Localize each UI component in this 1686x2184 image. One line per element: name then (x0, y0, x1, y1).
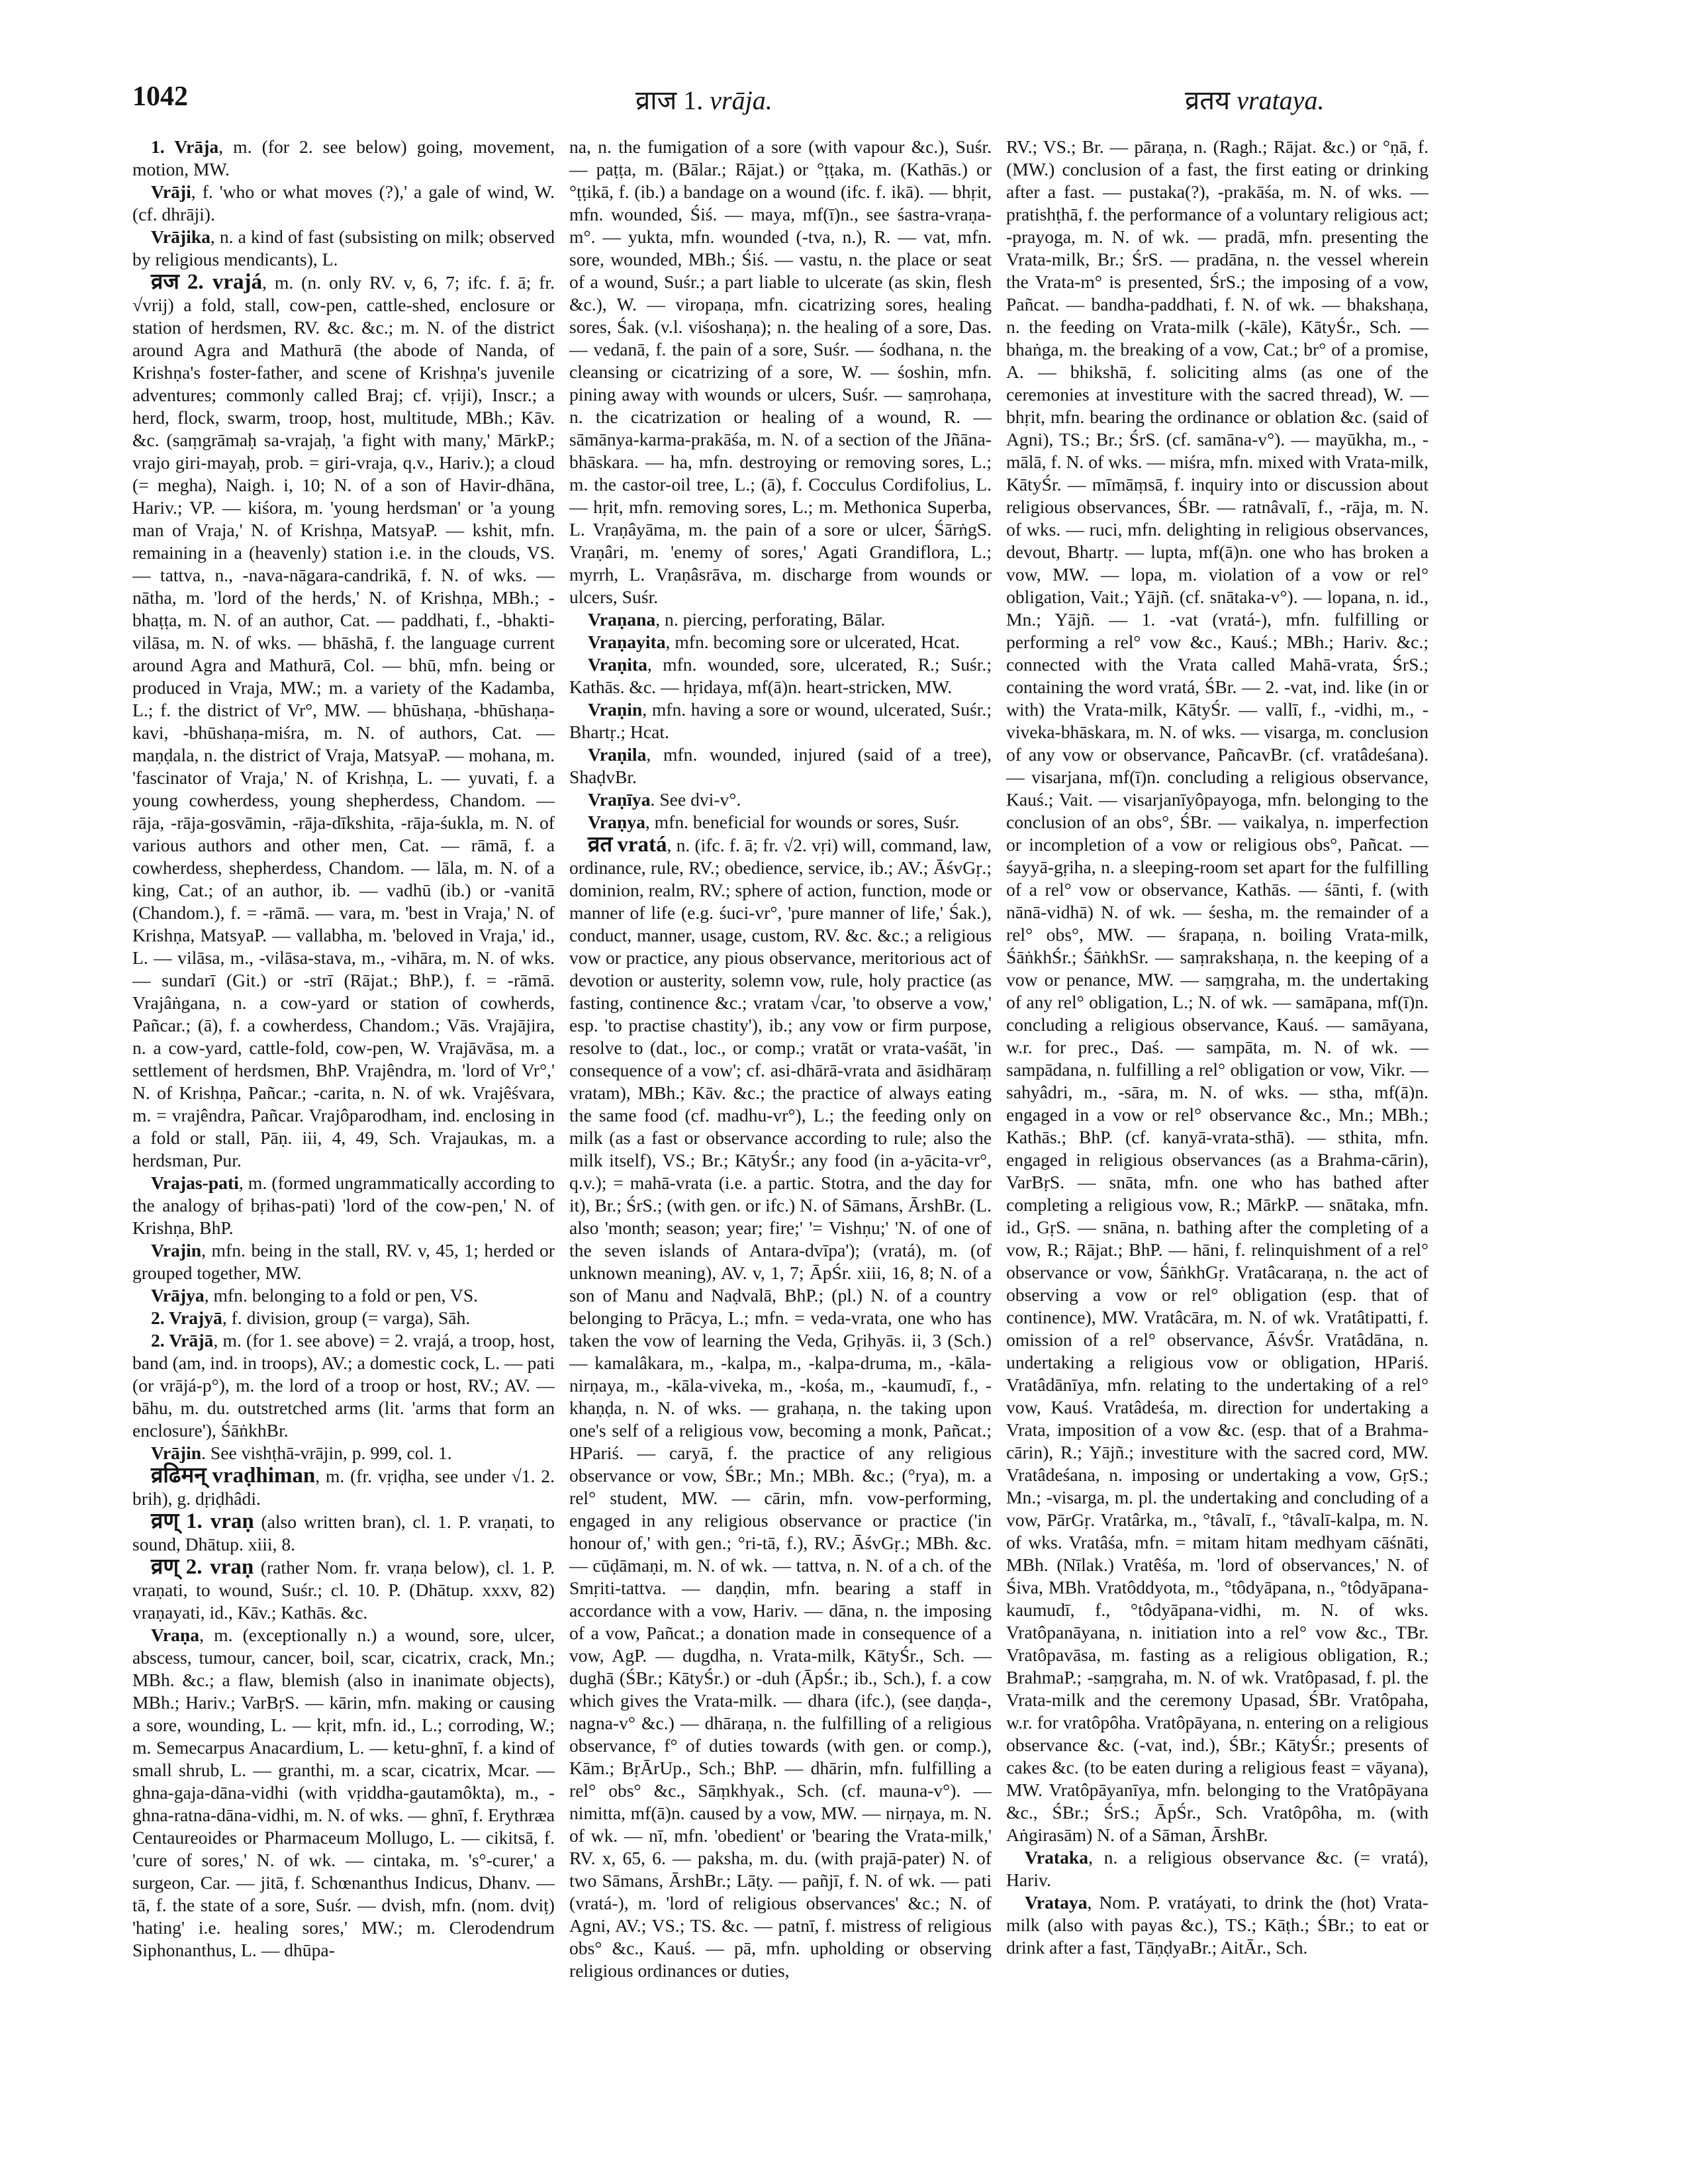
headword: vraḍhiman (212, 1464, 316, 1488)
dictionary-entry (569, 811, 992, 833)
left-guide-devanagari: व्राज (635, 85, 677, 115)
entry-text: , n. a kind of fast (subsisting on milk; observed by religious mendicants), L. (132, 226, 555, 269)
left-guide-word (635, 81, 773, 117)
entry-text: , mfn. wounded, injured (said of a tree), ShaḍvBr. (569, 744, 992, 787)
headword: 2. Vrājā (151, 1330, 214, 1351)
dictionary-entry (132, 1510, 555, 1556)
headword: Vraṇita (588, 654, 647, 675)
page-number: 1042 (132, 81, 188, 112)
dictionary-entry (132, 136, 555, 181)
entry-text: , m. (fr. vṛiḍha, see under √1. 2. brih), g. dṛiḍhâdi. (132, 1466, 555, 1509)
column-3 (1006, 136, 1428, 2161)
devanagari-headword: व्रत (588, 833, 613, 857)
headword: 2. vrajá (187, 270, 263, 294)
headword: Vrājin (151, 1443, 202, 1463)
column-2 (569, 136, 992, 2161)
left-guide-number: 1. (683, 85, 704, 115)
headword: Vraṇya (588, 812, 645, 832)
dictionary-entry (132, 1556, 555, 1624)
dictionary-entry (132, 1442, 555, 1464)
entry-text: , mfn. wounded, sore, ulcerated, R.; Suśr.; Kathās. &c. — hṛidaya, mf(ā)n. heart-stricken, MW. (569, 654, 992, 697)
dictionary-entry (132, 1239, 555, 1284)
dictionary-entry (132, 1172, 555, 1239)
entry-text: , n. (ifc. f. ā; fr. √2. vṛi) will, command, law, ordinance, rule, RV.; obedience, service, ib.; AV.; ĀśvGṛ.; dominion, realm, RV.; sphere of action, function, mode or manner of life (e.g. śuci-vr°, 'pure manner of life,' Śak.), conduct, manner, usage, custom, RV. &c. &c.; a religious vow or practice, any pious observance, meritorious act of devotion or austerity, solemn vow, rule, holy practice (as fasting, continence &c.; vratam √car, 'to observe a vow,' esp. 'to practise chastity'), ib.; any vow or firm purpose, resolve to (dat., loc., or comp.; vratāt or vrata-vaśāt, 'in consequence of a vow'; cf. asi-dhārā-vrata and āsidhāraṃ vratam), MBh.; Kāv. &c.; the practice of always eating the same food (cf. madhu-vr°), L.; the feeding only on milk (as a fast or observance according to rule; also the milk itself), VS.; Br.; KātyŚr.; any food (in a-yācita-vr°, q.v.); = mahā-vrata (i.e. a partic. Stotra, and the day for it), Br.; ŚrS.; (with gen. or ifc.) N. of Sāmans, ĀrshBr. (L. also 'month; season; year; fire;' '= Vishṇu;' 'N. of one of the seven islands of Antara-dvīpa'); (vratá), m. (of unknown meaning), AV. v, 1, 7; ĀpŚr. xiii, 16, 8; N. of a son of Manu and Naḍvalā, BhP.; (pl.) N. of a country belonging to Prācya, L.; mfn. = veda-vrata, one who has taken the vow of learning the Veda, Gṛihyās. ii, 3 (Sch.) — kamalâkara, m., -kalpa, m., -kalpa-druma, m., -kāla-nirṇaya, m., -kāla-viveka, m., -kośa, m., -kaumudī, f., -khaṇḍa, n. N. of wks. — grahaṇa, n. the taking upon one's self of a religious vow, becoming a monk, Pañcat.; HPariś. — caryā, f. the practice of any religious observance or vow, ŚBr.; Mn.; MBh. &c.; (°rya), m. a rel° student, MW. — cārin, mfn. vow-performing, engaged in any religious observance or practice ('in honour of,' with gen.; °ri-tā, f.), RV.; ĀśvGṛ.; MBh. &c. — cūḍāmaṇi, m. N. of wk. — tattva, n. N. of a ch. of the Smṛiti-tattva. — daṇḍin, mfn. bearing a staff in accordance with a vow, Hariv. — dāna, n. the imposing of a vow, Pañcat.; a donation made in consequence of a vow, AgP. — dugdha, n. Vrata-milk, KātyŚr., Sch. — dughā (ŚBr.; KātyŚr.) or -duh (ĀpŚr.; ib., Sch.), f. a cow which gives the Vrata-milk. — dhara (ifc.), (see daṇḍa-, nagna-v° &c.) — dhāraṇa, n. the fulfilling of a religious observance, f° of duties towards (with gen. or comp.), Kām.; BṛĀrUp., Sch.; BhP. — dhārin, mfn. fulfilling a rel° obs° &c., Sāṃkhyak., Sch. (cf. mauna-v°). — nimitta, mf(ā)n. caused by a vow, MW. — nirṇaya, m. N. of wk. — nī, mfn. 'obedient' or 'bearing the Vrata-milk,' RV. x, 65, 6. — paksha, m. du. (with prajā-pater) N. of two Sāmans, ĀrshBr.; Lāṭy. — pañjī, f. N. of wk. — pati (vratá-), m. 'lord of religious observances' &c.; N. of Agni, AV.; VS.; TS. &c. — patnī, f. mistress of religious obs° &c., Kauś. — pā, mfn. upholding or observing religious ordinances or duties, (569, 835, 992, 1981)
dictionary-entry (132, 226, 555, 271)
dictionary-entry (569, 608, 992, 631)
entry-text: , m. (n. only RV. v, 6, 7; ifc. f. ā; fr. √vrij) a fold, stall, cow-pen, cattle-shed, enclosure or station of herdsmen, RV. &c. &c.; m. N. of the district around Agra and Mathurā (the abode of Nanda, of Krishṇa's foster-father, and scene of Krishṇa's juvenile adventures; commonly called Braj; cf. vṛiji), Inscr.; a herd, flock, swarm, troop, host, multitude, MBh.; Kāv. &c. (saṃgrāmaḥ sa-vrajaḥ, 'a fight with many,' MārkP.; vrajo giri-mayaḥ, prob. = giri-vraja, q.v., Hariv.); a cloud (= megha), Naigh. i, 10; N. of a son of Havir-dhāna, Hariv.; VP. — kiśora, m. 'young herdsman' or 'a young man of Vraja,' N. of Krishṇa, MatsyaP. — kshit, mfn. remaining in a (heavenly) station i.e. in the clouds, VS. — tattva, n., -nava-nāgara-candrikā, f. N. of wks. — nātha, m. 'lord of the herds,' N. of Krishṇa, MBh.; -bhaṭṭa, m. N. of an author, Cat. — paddhati, f., -bhakti-vilāsa, m. N. of wks. — bhāshā, f. the language current around Agra and Mathurā, Col. — bhū, mfn. being or produced in Vraja, MW.; m. a variety of the Kadamba, L.; f. the district of Vr°, MW. — bhūshaṇa, -bhūshaṇa-kavi, -bhūshaṇa-miśra, m. N. of authors, Cat. — maṇḍala, n. the district of Vraja, MatsyaP. — mohana, m. 'fascinator of Vraja,' N. of Krishṇa, L. — yuvati, f. a young cowherdess, young shepherdess, Chandom. — rāja, -rāja-gosvāmin, -rāja-dīkshita, -rāja-śukla, m. N. of various authors and other men, Cat. — rāmā, f. a cowherdess, shepherdess, Chandom. — lāla, m. N. of a king, Cat.; of an author, ib. — vadhū (ib.) or -vanitā (Chandom.), f. = -rāmā. — vara, m. 'best in Vraja,' N. of Krishṇa, MatsyaP. — vallabha, m. 'beloved in Vraja,' id., L. — vilāsa, m., -vilāsa-stava, m., -vihāra, m. N. of wks. — sundarī (Git.) or -strī (Rājat.; BhP.), f. = -rāmā. Vrajâṅgana, n. a cow-yard or station of cowherds, Pañcar.; (ā), f. a cowherdess, Chandom.; Vās. Vrajājira, n. a cow-yard, cattle-fold, cow-pen, W. Vrajāvāsa, m. a settlement of herdsmen, BhP. Vrajêndra, m. 'lord of Vr°,' N. of Krishṇa, Pañcar.; -carita, n. N. of wk. Vrajêśvara, m. = vrajêndra, Pañcar. Vrajôparodham, ind. enclosing in a fold or stall, Pāṇ. iii, 4, 49, Sch. Vrajaukas, m. a herdsman, Pur. (132, 272, 555, 1170)
headword: 1. Vrāja (151, 136, 219, 157)
entry-text: na, n. the fumigation of a sore (with vapour &c.), Suśr. — paṭṭa, m. (Bālar.; Rājat.) or °ṭṭaka, m. (Kathās.) or °ṭṭikā, f. (ib.) a bandage on a wound (ifc. f. ikā). — bhṛit, mfn. wounded, Śiś. — maya, mf(ī)n., see śastra-vraṇa-m°. — yukta, mfn. wounded (-tva, n.), R. — vat, mfn. sore, wounded, MBh.; Śiś. — vastu, n. the place or seat of a wound, Suśr.; a part liable to ulcerate (as skin, flesh &c.), W. — viropaṇa, mfn. cicatrizing sores, healing sores, Śak. (v.l. viśoshaṇa); n. the healing of a sore, Das. — vedanā, f. the pain of a sore, Suśr. — śodhana, n. the cleansing or cicatrizing of a sore, W. — śoshin, mfn. pining away with wounds or ulcers, Suśr. — saṃrohaṇa, n. the cicatrization or healing of a wound, R. — sāmānya-karma-prakāśa, m. N. of a section of the Jñāna-bhāskara. — ha, mfn. destroying or removing sores, L.; m. the castor-oil tree, L.; (ā), f. Cocculus Cordifolius, L. — hṛit, mfn. removing sores, L.; m. Methonica Superba, L. Vraṇâyāma, m. the pain of a sore or ulcer, ŚārṅgS. Vraṇâri, m. 'enemy of sores,' Agati Grandiflora, L.; myrrh, L. Vraṇâsrāva, m. discharge from wounds or ulcers, Suśr. (569, 136, 992, 607)
entry-text: , m. (for 2. see below) going, movement, motion, MW. (132, 136, 555, 179)
entry-text: , Nom. P. vratáyati, to drink the (hot) Vrata-milk (also with payas &c.), TS.; Kāṭh.; ŚBr.; to eat or drink after a fast, TāṇḍyaBr.; AitĀr., Sch. (1006, 1892, 1428, 1958)
dictionary-entry (132, 1329, 555, 1442)
entry-text: , mfn. becoming sore or ulcerated, Hcat. (665, 632, 960, 652)
entry-text: , m. (formed ungrammatically according to the analogy of bṛihas-pati) 'lord of the cow-pen,' N. of Krishṇa, BhP. (132, 1172, 555, 1238)
dictionary-entry (132, 1284, 555, 1307)
entry-text: , mfn. having a sore or wound, ulcerated, Suśr.; Bhartṛ.; Hcat. (569, 699, 992, 742)
headword: 2. vraṇ (185, 1555, 254, 1579)
headword: Vrajas-pati (151, 1172, 239, 1193)
column-1 (132, 136, 555, 2161)
entry-text: , mfn. beneficial for wounds or sores, Suśr. (645, 812, 960, 832)
entry-text: , n. a religious observance &c. (= vratá), Hariv. (1006, 1847, 1428, 1890)
devanagari-headword: व्रण् (151, 1509, 179, 1533)
entry-text: (rather Nom. fr. vraṇa below), cl. 1. P. vraṇati, to wound, Suśr.; cl. 10. P. (Dhātup. xxxv, 82) vraṇayati, id., Kāv.; Kathās. &c. (132, 1557, 555, 1623)
dictionary-entry (569, 788, 992, 811)
left-guide-transliteration: vrāja. (710, 85, 773, 115)
headword: Vrataka (1025, 1847, 1089, 1868)
headword: 1. vraṇ (185, 1509, 254, 1533)
dictionary-entry (569, 631, 992, 653)
dictionary-entry (1006, 1891, 1428, 1959)
dictionary-entry (569, 743, 992, 788)
devanagari-headword: व्रज (151, 270, 179, 294)
right-guide-word (1185, 81, 1324, 117)
entry-text: , mfn. being in the stall, RV. v, 45, 1; herded or grouped together, MW. (132, 1240, 555, 1283)
entry-text: RV.; VS.; Br. — pāraṇa, n. (Ragh.; Rājat. &c.) or °ṇā, f. (MW.) conclusion of a fast, the first eating or drinking after a fast. — pustaka(?), -prakāśa, m. N. of wks. — pratishṭhā, f. the performance of a voluntary religious act; -prayoga, m. N. of wk. — pradā, mfn. presenting the Vrata-milk, Br.; ŚrS. — pradāna, n. the vessel wherein the Vrata-m° is presented, ŚrS.; the imposing of a vow, Pañcat. — bandha-paddhati, f. N. of wk. — bhakshaṇa, n. the feeding on Vrata-milk (-kāle), KātyŚr., Sch. — bhaṅga, m. the breaking of a vow, Cat.; br° of a promise, A. — bhikshā, f. soliciting alms (as one of the ceremonies at investiture with the sacred thread), W. — bhṛit, mfn. bearing the ordinance or oblation &c. (said of Agni), TS.; Br.; ŚrS. (cf. samāna-v°). — mayūkha, m., -mālā, f. N. of wks. — miśra, mfn. mixed with Vrata-milk, KātyŚr. — mīmāṃsā, f. inquiry into or discussion about religious observances, ŚBr. — ratnâvalī, f., -rāja, m. N. of wks. — ruci, mfn. delighting in religious observances, devout, Bhartṛ. — lupta, mf(ā)n. one who has broken a vow, MW. — lopa, m. violation of a vow or rel° obligation, Vait.; Yājñ. (cf. snātaka-v°). — lopana, n. id., Mn.; Yājñ. — 1. -vat (vratá-), mfn. fulfilling or performing a rel° vow &c., Kauś.; MBh.; Hariv. &c.; connected with the Vrata called Mahā-vrata, ŚrS.; containing the word vratá, ŚBr. — 2. -vat, ind. like (in or with) the Vrata-milk, KātyŚr. — vallī, f., -vidhi, m., -viveka-bhāskara, m. N. of wks. — visarga, m. conclusion of any vow or observance, PañcavBr. (cf. vratâdeśana). — visarjana, mf(ī)n. concluding a religious observance, Kauś.; Vait. — visarjanīyôpayoga, mfn. belonging to the conclusion of an obs°, ŚBr. — vaikalya, n. imperfection or incompletion of a vow or religious obs°, Pañcat. — śayyā-gṛiha, n. a sleeping-room set apart for the fulfilling of a rel° vow or observance, Kathās. — śānti, f. (with nānā-vidhā) N. of wk. — śesha, m. the remainder of a rel° obs°, MW. — śrapaṇa, n. boiling Vrata-milk, ŚāṅkhŚr.; ŚāṅkhSr. — saṃrakshaṇa, n. the keeping of a vow or penance, MW. — saṃgraha, m. the undertaking of any rel° obligation, L.; N. of wk. — samāpana, mf(ī)n. concluding a religious observance, Kauś. — samāyana, w.r. for prec., Daś. — sampāta, m. N. of wk. — sampādana, n. fulfilling a rel° obligation or vow, Vikr. — sahyâdri, m., -sāra, m. N. of wks. — stha, mf(ā)n. engaged in a vow or rel° observance &c., Mn.; MBh.; Kathās.; BhP. (cf. kanyā-vrata-sthā). — sthita, mfn. engaged in religious observances (as a Brahma-cārin), VarBṛS. — snāta, mfn. one who has bathed after completing a religious vow, R.; MārkP. — snātaka, mfn. id., GṛS. — snāna, n. bathing after the completing of a vow, R.; Rājat.; BhP. — hāni, f. relinquishment of a rel° observance or vow, ŚāṅkhGṛ. Vratâcaraṇa, n. the act of observing a vow or rel° obligation (esp. that of continence), MW. Vratâcāra, m. N. of wk. Vratâtipatti, f. omission of a rel° observance, ĀśvŚr. Vratâdāna, n. undertaking a religious vow or obligation, HPariś. Vratâdānīya, mfn. relating to the undertaking of a rel° vow, Kauś. Vratâdeśa, m. direction for undertaking a Vrata, imposition of a vow &c. (esp. that of a Brahma-cārin), R.; Yājñ.; investiture with the sacred cord, MW. Vratâdeśana, n. imposing or undertaking a vow, GṛS.; Mn.; -visarga, m. pl. the undertaking and concluding of a vow, PārGṛ. Vratârka, m., °tâvalī, f., °tâvalī-kalpa, m. N. of wks. Vratâśa, mfn. = mitam hitam medhyam cāśnāti, MBh. (Nīlak.) Vratêśa, m. 'lord of observances,' N. of Śiva, MBh. Vratôddyota, m., °tôdyāpana, n., °tôdyāpana-kaumudī, f., °tôdyāpana-vidhi, m. N. of wks. Vratôpanāyana, n. initiation into a rel° vow &c., TBr. Vratôpavāsa, m. fasting as a religious obligation, R.; BrahmaP.; -saṃgraha, m. N. of wk. Vratôpasad, f. pl. the Vrata-milk and the ceremony Upasad, ŚBr. Vratôpaha, w.r. for vratôpôha. Vratôpāyana, n. entering on a religious observance &c. (-vat, ind.), ŚBr.; KātyŚr.; presents of cakes &c. (to be eaten during a religious feast = vāyana), MW. Vratôpāyanīya, mfn. belonging to the Vratôpāyana &c., ŚBr.; ŚrS.; ĀpŚr., Sch. Vratôpôha, m. (with Aṅgirasām) N. of a Sāman, ĀrshBr. (1006, 136, 1428, 1845)
entry-continuation (569, 136, 992, 608)
running-header (132, 78, 1556, 120)
entry-continuation (1006, 136, 1428, 1846)
devanagari-headword: व्रढिमन् (151, 1464, 207, 1488)
headword: Vrājya (151, 1285, 205, 1306)
entry-text: . See vishṭhā-vrājin, p. 999, col. 1. (201, 1443, 452, 1463)
headword: Vraṇayita (588, 632, 666, 652)
headword: 2. Vrajyā (151, 1307, 222, 1328)
dictionary-entry (132, 181, 555, 226)
entry-text: . See dvi-v°. (650, 789, 741, 810)
headword: Vraṇīya (588, 789, 651, 810)
dictionary-entry (132, 1307, 555, 1329)
dictionary-entry (569, 833, 992, 1982)
headword: vratá (617, 833, 667, 857)
entry-text: , f. division, group (= varga), Sāh. (222, 1307, 471, 1328)
dictionary-entry (132, 1464, 555, 1510)
headword: Vraṇila (588, 744, 647, 765)
dictionary-entry (569, 698, 992, 743)
right-guide-transliteration: vrataya. (1237, 85, 1325, 115)
dictionary-entry (569, 653, 992, 698)
headword: Vraṇin (588, 699, 643, 720)
right-guide-devanagari: व्रतय (1185, 85, 1231, 115)
headword: Vraṇana (588, 609, 656, 630)
entry-text: , f. 'who or what moves (?),' a gale of wind, W. (cf. dhrāji). (132, 181, 555, 224)
entry-text: , mfn. belonging to a fold or pen, VS. (204, 1285, 479, 1306)
dictionary-entry (1006, 1846, 1428, 1891)
entry-text: , m. (exceptionally n.) a wound, sore, ulcer, abscess, tumour, cancer, boil, scar, cicatrix, crack, Mn.; MBh. &c.; a flaw, blemish (also in inanimate objects), MBh.; Hariv.; VarBṛS. — kārin, mfn. making or causing a sore, wounding, L. — kṛit, mfn. id., L.; corroding, W.; m. Semecarpus Anacardium, L. — ketu-ghnī, f. a kind of small shrub, L. — granthi, m. a scar, cicatrix, Mcar. — ghna-gaja-dāna-vidhi (with vṛiddha-gautamôkta), m., -ghna-ratna-dāna-vidhi, m. N. of wks. — ghnī, f. Erythræa Centaureoides or Pharmaceum Mollugo, L. — cikitsā, f. 'cure of sores,' N. of wk. — cintaka, m. 's°-curer,' a surgeon, Car. — jitā, f. Schœnanthus Indicus, Dhanv. — tā, f. the state of a sore, Suśr. — dvish, mfn. (nom. dviṭ) 'hating' i.e. healing sores,' MW.; m. Clerodendrum Siphonanthus, L. — dhūpa- (132, 1625, 555, 1960)
entry-text: , n. piercing, perforating, Bālar. (655, 609, 886, 630)
headword: Vraṇa (151, 1625, 200, 1645)
headword: Vrajin (151, 1240, 202, 1260)
headword: Vrataya (1025, 1892, 1088, 1913)
entry-text: , m. (for 1. see above) = 2. vrajá, a troop, host, band (am, ind. in troops), AV.; a domestic cock, L. — pati (or vrājá-p°), m. the lord of a troop or host, RV.; AV. — bāhu, m. du. outstretched arms (lit. 'arms that form an enclosure'), ŚāṅkhBr. (132, 1330, 555, 1441)
entry-text: (also written bran), cl. 1. P. vraṇati, to sound, Dhātup. xiii, 8. (132, 1511, 555, 1554)
dictionary-entry (132, 1624, 555, 1962)
headword: Vrāji (151, 181, 191, 202)
dictionary-entry (132, 271, 555, 1172)
headword: Vrājika (151, 226, 211, 247)
devanagari-headword: व्रण् (151, 1555, 179, 1579)
